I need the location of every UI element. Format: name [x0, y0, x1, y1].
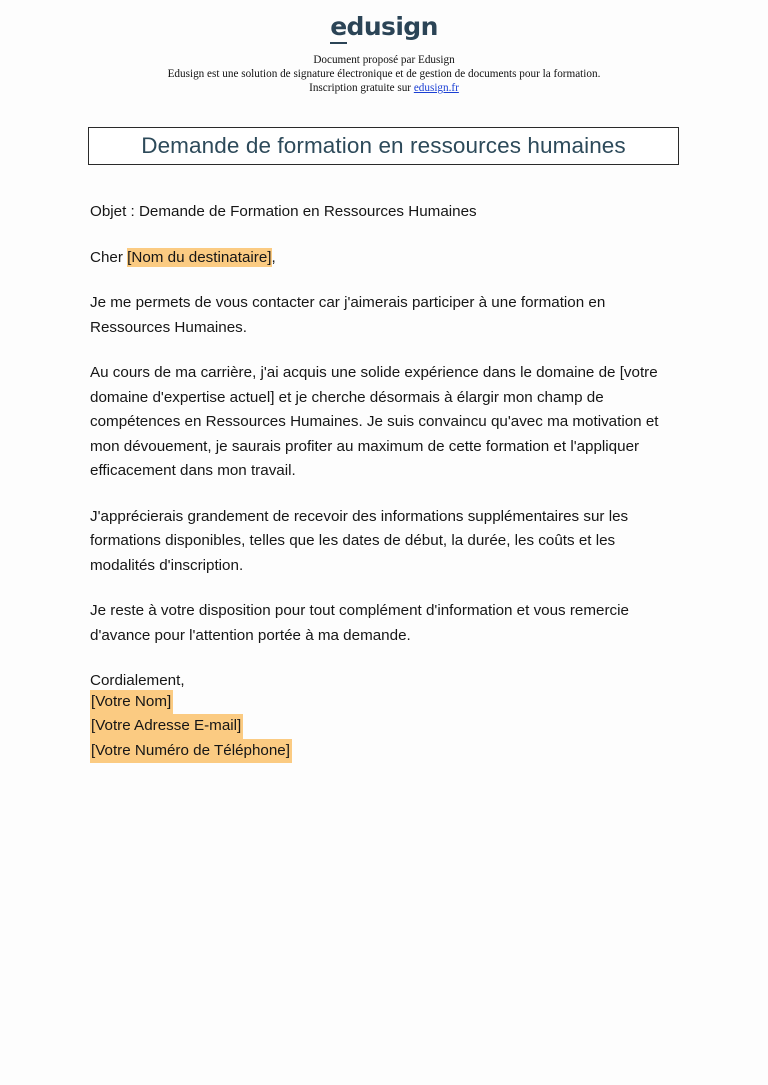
page-title: Demande de formation en ressources humaines: [141, 132, 626, 158]
salutation-suffix: ,: [271, 248, 276, 266]
signature-block: [90, 690, 682, 763]
letter-paragraph-3: J'apprécierais grandement de recevoir des informations supplémentaires sur les formations disponibles, telles que les dates de début, la durée, les coûts et les modalités d'inscription.: [90, 507, 629, 574]
letter-subject-line: [90, 200, 682, 225]
tagline-line-3-text: Inscription gratuite sur: [309, 82, 414, 95]
recipient-name-placeholder: [Nom du destinataire]: [127, 248, 272, 266]
signature-phone-line: [90, 739, 682, 763]
letter-salutation: [90, 246, 682, 271]
edusign-website-link[interactable]: edusign.fr: [413, 82, 459, 95]
your-email-placeholder: [Votre Adresse E-mail]: [90, 714, 243, 738]
brand-tagline: [0, 53, 768, 96]
letter-paragraph-4: Je reste à votre disposition pour tout complément d'information et vous remercie d'avance pour l'attention portée à ma demande.: [90, 602, 629, 644]
tagline-line-3: [0, 81, 768, 95]
your-name-placeholder: [Votre Nom]: [90, 690, 173, 714]
letter-subject-text: Objet : Demande de Formation en Ressources Humaines: [90, 203, 477, 220]
brand-header: [0, 0, 768, 40]
signature-name-line: [90, 690, 682, 714]
document-title-box: [88, 127, 679, 165]
letter-paragraph-1: Je me permets de vous contacter car j'aimerais participer à une formation en Ressources Humaines.: [90, 294, 606, 336]
letter-paragraph-2: Au cours de ma carrière, j'ai acquis une solide expérience dans le domaine de [votre domaine d'expertise actuel] et je cherche désormais à élargir mon champ de compétences en Ressources Humaines. Je suis convaincu qu'avec ma motivation et mon dévouement, je saurais profiter au maximum de cette formation et l'appliquer efficacement dans mon travail.: [90, 364, 659, 479]
letter-body: [90, 200, 682, 694]
letter-closing: Cordialement,: [90, 672, 185, 689]
tagline-line-1: Document proposé par Edusign: [313, 54, 455, 66]
logo-underlined-letter: e: [330, 12, 346, 44]
your-phone-placeholder: [Votre Numéro de Téléphone]: [90, 739, 292, 763]
logo-remaining-letters: dusign: [346, 12, 438, 41]
signature-email-line: [90, 714, 682, 738]
salutation-prefix: Cher: [90, 248, 128, 266]
tagline-line-2: Edusign est une solution de signature électronique et de gestion de documents pour la formation.: [167, 68, 601, 81]
edusign-logo: [330, 14, 438, 39]
